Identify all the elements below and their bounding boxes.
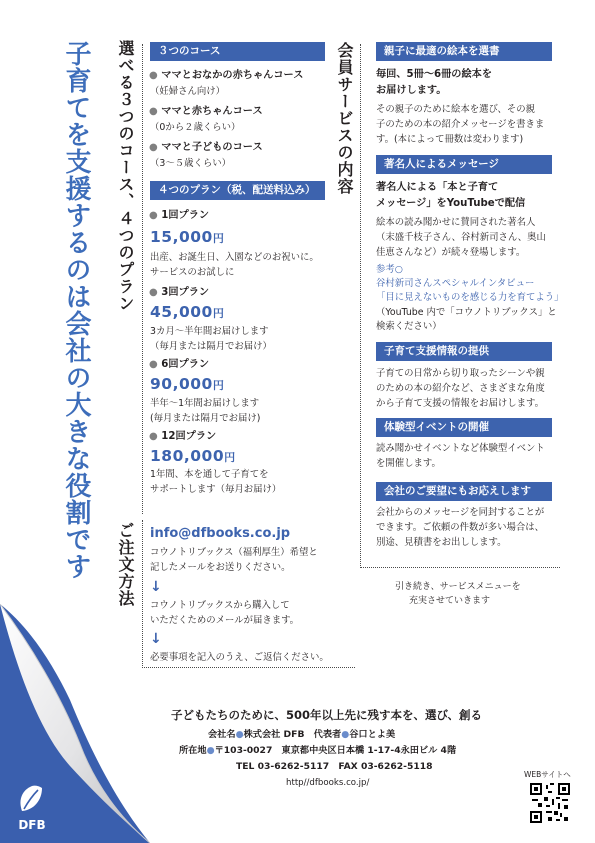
member-body: 子育ての日常から切り取ったシーンや親 (376, 368, 545, 379)
order-step1: コウノトリブックス（福利厚生）希望と (150, 547, 318, 558)
plan-name: ● 12回プラン (149, 431, 217, 442)
member-body: す。(本によって冊数は変わります) (376, 134, 524, 145)
bullet-icon: ● (149, 106, 158, 117)
reference-label: 参考○ (376, 264, 403, 275)
member-lead: お届けします。 (376, 85, 447, 96)
member-body: 別途、見積書をお出しします。 (376, 537, 507, 548)
tagline: 子育てを支援するのは会社の大きな役割です (61, 40, 91, 580)
plan-desc: 1年間、本を通して子育てを (150, 469, 269, 480)
course-item (149, 68, 303, 84)
plan-desc: （毎月または隔月でお届け） (150, 341, 272, 352)
footer-address-line: 所在地●〒103‐0027 東京都中央区日本橋 1‐17‐4永田ビル 4階 (179, 745, 457, 756)
reference-note: （YouTube 内で「コウノトリブックス」と (376, 307, 557, 318)
member-header-info: 子育て支援情報の提供 (376, 342, 552, 361)
member-body: できます。ご依頼の件数が多い場合は、 (376, 522, 545, 533)
course-item (149, 104, 263, 120)
member-body: 子のための本の紹介メッセージを書きま (376, 119, 545, 130)
qr-code-icon[interactable] (530, 783, 570, 823)
plan-price: 15,000円 (150, 228, 225, 246)
bullet-icon: ● (149, 142, 158, 153)
course-note: （妊婦さん向け） (150, 86, 226, 97)
course-name: ママと子どものコース (161, 142, 263, 153)
course-name: ママとおなかの赤ちゃんコース (161, 70, 304, 81)
order-bottom-divider (142, 667, 355, 668)
member-header-events: 体験型イベントの開催 (376, 418, 552, 437)
interview-link[interactable]: 谷村新司さんスペシャルインタビュー (376, 278, 535, 289)
footer-phone-line: TEL 03‐6262‐5117 FAX 03‐6262‐5118 (236, 761, 433, 772)
reference-note: 検索ください） (376, 321, 442, 332)
plan-desc: サポートします（毎月お届け） (150, 484, 282, 495)
bullet-icon: ● (149, 431, 158, 442)
dfb-logo-text: DFB (18, 818, 46, 832)
bullet-icon: ● (149, 287, 158, 298)
continuing-note: 充実させていきます (409, 596, 491, 606)
member-body: を開催します。 (376, 458, 441, 469)
bullet-icon: ● (149, 70, 158, 81)
order-step2: いただくためのメールが届きます。 (150, 615, 300, 626)
course-item (149, 140, 263, 156)
footer-url[interactable]: http//dfbooks.co.jp/ (286, 778, 370, 788)
member-header-messages: 著名人によるメッセージ (376, 155, 552, 174)
order-step3: 必要事項を記入のうえ、ご返信ください。 (150, 652, 329, 663)
member-body: その親子のために絵本を選び、その親 (376, 104, 536, 115)
member-lead: 毎回、5冊〜6冊の絵本を (376, 69, 493, 80)
member-body: （末盛千枝子さん、谷村新司さん、奥山 (376, 232, 546, 243)
plan-price: 90,000円 (150, 375, 225, 393)
member-lead: メッセージ」をYouTubeで配信 (376, 198, 526, 209)
order-divider (142, 520, 143, 668)
plan-desc: 半年〜1年間お届けします (150, 398, 260, 409)
dfb-logo (14, 784, 50, 834)
plan-desc: サービスのお試しに (150, 267, 235, 278)
member-header-requests: 会社のご要望にもお応えします (376, 482, 552, 501)
bullet-icon: ● (149, 210, 158, 221)
member-lead: 著名人による「本と子育て (376, 182, 499, 193)
plan-price: 180,000円 (150, 447, 236, 465)
plans-header: ４つのプラン（税、配送料込み） (150, 181, 325, 200)
course-note: （0から２歳くらい） (150, 122, 241, 133)
plan-desc: 3カ月〜半年間お届けします (150, 326, 269, 337)
order-step2: コウノトリブックスから購入して (150, 600, 290, 611)
order-step1: 記したメールをお送りください。 (150, 562, 291, 573)
member-header-books: 親子に最適の絵本を選書 (376, 42, 552, 61)
footer-headline: 子どもたちのために、500年以上先に残す本を、選び、創る (171, 708, 483, 722)
continuing-note: 引き続き、サービスメニューを (395, 582, 521, 592)
plan-name: ● 1回プラン (149, 210, 210, 221)
member-body: 佳恵さんなど）が続々登場します。 (376, 247, 526, 258)
member-bottom-divider (360, 567, 560, 568)
bullet-icon: ● (341, 729, 350, 740)
web-site-label: WEBサイトへ (524, 770, 571, 779)
member-section-title: 会員サービスの内容 (335, 42, 354, 195)
bullet-icon: ● (235, 729, 244, 740)
member-body: から子育て支援の情報をお届けします。 (376, 398, 545, 409)
plan-name: ● 6回プラン (149, 359, 210, 370)
plan-desc: (毎月または隔月でお届け) (150, 413, 261, 424)
order-email-link[interactable]: info@dfbooks.co.jp (150, 526, 291, 541)
course-note: （3〜５歳くらい） (150, 158, 231, 169)
member-body: 会社からのメッセージを同封することが (376, 507, 545, 518)
arrow-down-icon: ↓ (150, 631, 162, 647)
courses-header: ３つのコース (150, 42, 325, 61)
plan-desc: 出産、お誕生日、入園などのお祝いに。 (150, 252, 319, 263)
member-body: のための本の紹介など、さまざまな角度 (376, 383, 545, 394)
footer-company-line: 会社名●株式会社 DFB 代表者●谷口とよ美 (208, 729, 396, 740)
course-name: ママと赤ちゃんコース (161, 106, 263, 117)
courses-section-title: 選べる３つのコース、４つのプラン (116, 40, 135, 312)
leaf-logo-icon (14, 784, 50, 814)
plan-price: 45,000円 (150, 303, 225, 321)
member-divider (360, 44, 361, 568)
member-body: 絵本の読み聞かせに賛同された著名人 (376, 217, 536, 228)
member-body: 読み聞かせイベントなど体験型イベント (376, 443, 545, 454)
courses-divider (142, 44, 143, 514)
order-section-title: ご注文方法 (116, 522, 135, 607)
bullet-icon: ● (149, 359, 158, 370)
arrow-down-icon: ↓ (150, 579, 162, 595)
interview-link[interactable]: 「目に見えないものを感じる力を育てよう」 (376, 292, 564, 303)
bullet-icon: ● (206, 745, 215, 756)
circle-icon: ○ (394, 264, 403, 275)
plan-name: ● 3回プラン (149, 287, 210, 298)
